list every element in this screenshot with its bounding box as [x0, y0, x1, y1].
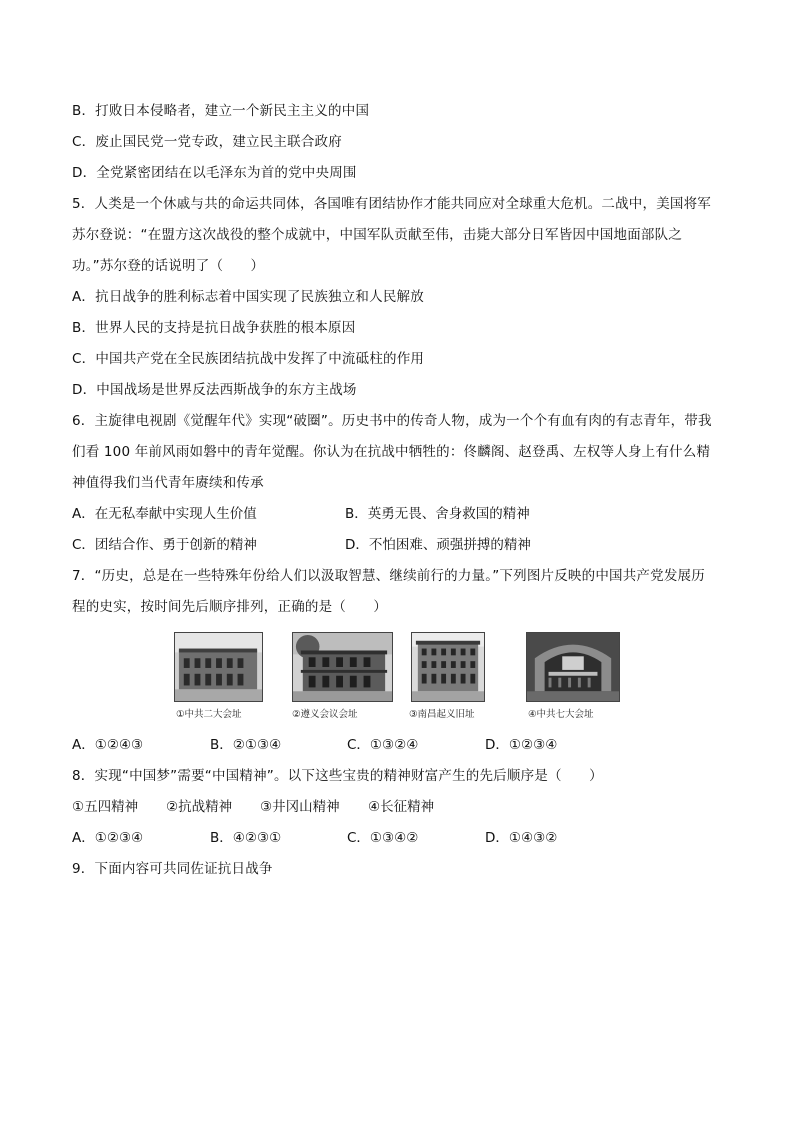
q5-option-b: B．世界人民的支持是抗日战争获胜的根本原因 — [72, 320, 356, 336]
q7-option-b: B．②①③④ — [210, 737, 282, 753]
q5-option-d: D．中国战场是世界反法西斯战争的东方主战场 — [72, 382, 357, 398]
q8-option-b: B．④②③① — [210, 830, 282, 846]
q5-stem-line-3: 功。”苏尔登的话说明了（ ） — [72, 258, 265, 274]
q7-stem-line-2: 程的史实，按时间先后顺序排列，正确的是（ ） — [72, 599, 388, 615]
q7-stem-line-1: 7．“历史，总是在一些特殊年份给人们以汲取智慧、继续前行的力量。”下列图片反映的中国共产党发展历 — [72, 568, 705, 584]
q8-option-c: C．①③④② — [347, 830, 419, 846]
q6-option-d: D．不怕困难、顽强拼搏的精神 — [345, 537, 531, 553]
q7-option-d: D．①②③④ — [485, 737, 558, 753]
q6-stem-line-1: 6．主旋律电视剧《觉醒年代》实现“破圈”。历史书中的传奇人物，成为一个个有血有肉的有志青年，带我 — [72, 413, 712, 429]
q6-option-b: B．英勇无畏、舍身救国的精神 — [345, 506, 530, 522]
q8-stem: 8．实现“中国梦”需要“中国精神”。以下这些宝贵的精神财富产生的先后顺序是（ ） — [72, 768, 603, 784]
photo-cpc-seventh-congress-site — [526, 632, 620, 702]
caption-photo-4: ④中共七大会址 — [528, 709, 594, 720]
q6-option-a: A．在无私奉献中实现人生价值 — [72, 506, 257, 522]
q8-item-2: ②抗战精神 — [166, 799, 233, 815]
q4-option-c: C．废止国民党一党专政，建立民主联合政府 — [72, 134, 342, 150]
q5-stem-line-2: 苏尔登说：“在盟方这次战役的整个成就中，中国军队贡献至伟，击毙大部分日军皆因中国地面部队之 — [72, 227, 682, 243]
q8-item-3: ③井冈山精神 — [260, 799, 340, 815]
photo-nanchang-uprising-site — [411, 632, 485, 702]
q7-option-a: A．①②④③ — [72, 737, 144, 753]
q4-option-b: B．打败日本侵略者，建立一个新民主主义的中国 — [72, 103, 370, 119]
q6-stem-line-2: 们看 100 年前风雨如磐中的青年觉醒。你认为在抗战中牺牲的：佟麟阁、赵登禹、左权等人身上有什么精 — [72, 444, 711, 460]
q5-option-c: C．中国共产党在全民族团结抗战中发挥了中流砥柱的作用 — [72, 351, 425, 367]
q8-option-d: D．①④③② — [485, 830, 558, 846]
q5-stem-line-1: 5．人类是一个休戚与共的命运共同体，各国唯有团结协作才能共同应对全球重大危机。二战中，美国将军 — [72, 196, 711, 212]
q8-item-1: ①五四精神 — [72, 799, 139, 815]
q8-item-4: ④长征精神 — [368, 799, 435, 815]
caption-photo-1: ①中共二大会址 — [176, 709, 242, 720]
q6-stem-line-3: 神值得我们当代青年赓续和传承 — [72, 475, 264, 491]
q7-option-c: C．①③②④ — [347, 737, 419, 753]
photo-cpc-second-congress-site — [174, 632, 263, 702]
photo-zunyi-meeting-site — [292, 632, 393, 702]
q5-option-a: A．抗日战争的胜利标志着中国实现了民族独立和人民解放 — [72, 289, 424, 305]
caption-photo-3: ③南昌起义旧址 — [409, 709, 475, 720]
q6-option-c: C．团结合作、勇于创新的精神 — [72, 537, 257, 553]
q8-option-a: A．①②③④ — [72, 830, 144, 846]
caption-photo-2: ②遵义会议会址 — [292, 709, 358, 720]
q9-stem: 9．下面内容可共同佐证抗日战争 — [72, 861, 273, 877]
q4-option-d: D．全党紧密团结在以毛泽东为首的党中央周围 — [72, 165, 357, 181]
